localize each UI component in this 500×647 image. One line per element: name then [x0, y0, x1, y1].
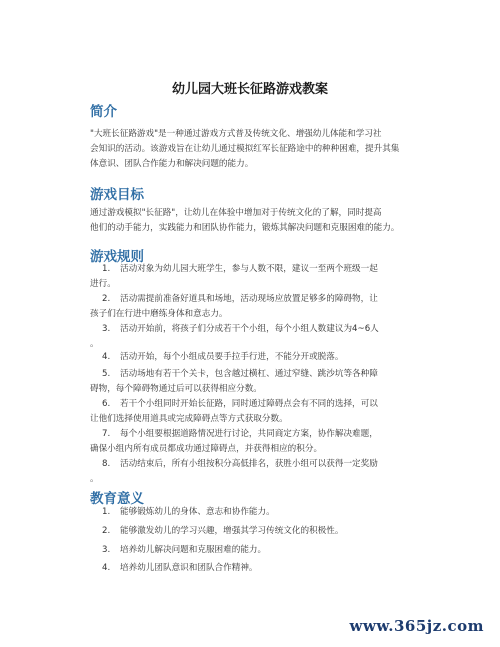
site-watermark: www.365jz.com [349, 617, 484, 635]
rule-text: 活动开始，每个小组成员要手拉手行进，不能分开或脱落。 [120, 352, 344, 362]
intro-line: 体意识、团队合作能力和解决问题的能力。 [90, 159, 254, 169]
rule-item [90, 322, 435, 352]
section-heading-rules: 游戏规则 [90, 249, 144, 265]
rule-item [90, 397, 435, 427]
rule-item [90, 262, 435, 292]
page-title: 幼儿园大班长征路游戏教案 [171, 82, 328, 97]
rule-number: 7. [102, 429, 111, 439]
section-heading-meaning: 教育意义 [90, 491, 144, 507]
meaning-number: 1. [102, 507, 111, 517]
intro-line: 会知识的活动。该游戏旨在让幼儿通过模拟红军长征路途中的种种困难，提升其集 [90, 144, 400, 154]
rule-text: 。 [90, 474, 99, 484]
rule-item [90, 367, 435, 397]
goal-line: 他们的动手能力，实践能力和团队协作能力，锻炼其解决问题和克服困难的能力。 [90, 223, 400, 233]
rule-number: 3. [102, 324, 111, 334]
meaning-item [90, 505, 435, 520]
rule-text: 活动结束后，所有小组按积分高低排名，获胜小组可以获得一定奖励 [120, 459, 378, 469]
rule-item [90, 427, 435, 457]
rule-number: 2. [102, 294, 111, 304]
rule-text: 孩子们在行进中磨练身体和意志力。 [90, 309, 228, 319]
meaning-text: 培养幼儿解决问题和克服困难的能力。 [120, 545, 267, 555]
rule-text: 活动开始前，将孩子们分成若干个小组，每个小组人数建议为4~6人 [120, 324, 379, 334]
meaning-number: 2. [102, 526, 111, 536]
rule-item [90, 457, 435, 487]
rule-item [90, 292, 435, 322]
rule-item [90, 350, 435, 365]
rule-text: 让他们选择使用道具或完成障碍点等方式获取分数。 [90, 414, 288, 424]
rule-text: 活动场地有若干个关卡，包含越过横杠、通过窄缝、跳沙坑等各种障 [120, 369, 378, 379]
rule-text: 进行。 [90, 279, 116, 289]
rule-number: 4. [102, 352, 111, 362]
rule-text: 活动对象为幼儿园大班学生，参与人数不限，建议一至两个班级一起 [120, 264, 378, 274]
intro-line: "大班长征路游戏"是一种通过游戏方式普及传统文化、增强幼儿体能和学习社 [90, 129, 382, 139]
section-heading-goal: 游戏目标 [90, 187, 144, 203]
rule-text: 碍物，每个障碍物通过后可以获得相应分数。 [90, 384, 262, 394]
rule-text: 活动需提前准备好道具和场地，活动现场应放置足够多的障碍物，让 [120, 294, 378, 304]
goal-line: 通过游戏模拟"长征路"，让幼儿在体验中增加对于传统文化的了解，同时提高 [90, 208, 382, 218]
meaning-item [90, 543, 435, 558]
rule-text: 每个小组要根据道路情况进行讨论，共同商定方案，协作解决难题， [120, 429, 378, 439]
meaning-text: 能够锻炼幼儿的身体、意志和协作能力。 [120, 507, 275, 517]
rule-number: 6. [102, 399, 111, 409]
rule-number: 8. [102, 459, 111, 469]
goal-paragraph [90, 206, 435, 236]
meaning-number: 4. [102, 563, 111, 573]
rule-number: 1. [102, 264, 111, 274]
intro-paragraph [90, 127, 435, 172]
meaning-text: 培养幼儿团队意识和团队合作精神。 [120, 563, 258, 573]
meaning-item [90, 524, 435, 539]
rule-text: 确保小组内所有成员都成功通过障碍点，并获得相应的积分。 [90, 444, 323, 454]
meaning-item [90, 561, 435, 576]
meaning-number: 3. [102, 545, 111, 555]
meaning-text: 能够激发幼儿的学习兴趣，增强其学习传统文化的积极性。 [120, 526, 344, 536]
section-heading-intro: 简介 [90, 104, 117, 120]
rule-text: 若干个小组同时开始长征路，同时通过障碍点会有不同的选择，可以 [120, 399, 378, 409]
rule-text: 。 [90, 339, 99, 349]
rule-number: 5. [102, 369, 111, 379]
